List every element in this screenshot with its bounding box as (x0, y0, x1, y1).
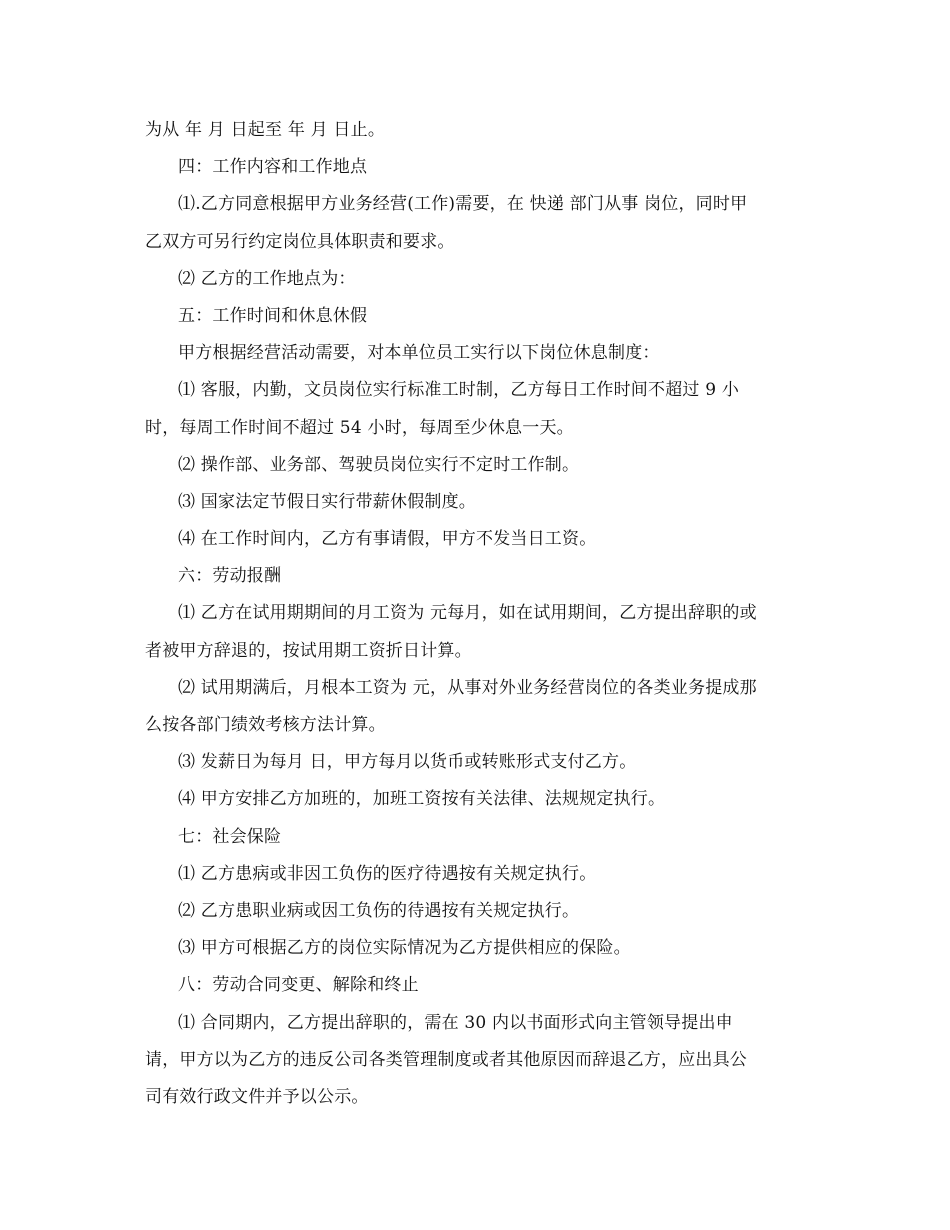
text-line: ⑴ 合同期内，乙方提出辞职的，需在 30 内以书面形式向主管领导提出申 (178, 1012, 733, 1033)
text-line: ⑵ 操作部、业务部、驾驶员岗位实行不定时工作制。 (178, 454, 580, 475)
text-line: ⑶ 发薪日为每月 日，甲方每月以货币或转账形式支付乙方。 (178, 752, 637, 773)
text-line: ⑴ 客服，内勤，文员岗位实行标准工时制，乙方每日工作时间不超过 9 小 (178, 380, 740, 401)
text-line: ⑶ 甲方可根据乙方的岗位实际情况为乙方提供相应的保险。 (178, 938, 631, 959)
text-line: 七：社会保险 (178, 826, 282, 847)
text-line: ⑵ 试用期满后，月根本工资为 元，从事对外业务经营岗位的各类业务提成那 (178, 677, 757, 698)
text-line: 六：劳动报酬 (178, 566, 282, 587)
text-line: ⑵ 乙方患职业病或因工负伤的待遇按有关规定执行。 (178, 900, 580, 921)
text-line: 甲方根据经营活动需要，对本单位员工实行以下岗位休息制度： (178, 343, 660, 364)
text-line: 乙双方可另行约定岗位具体职责和要求。 (145, 231, 455, 252)
text-line: ⑵ 乙方的工作地点为： (178, 268, 356, 289)
text-line: 为从 年 月 日起至 年 月 日止。 (145, 120, 386, 140)
text-line: 者被甲方辞退的，按试用期工资折日计算。 (145, 640, 472, 661)
text-line: ⑷ 甲方安排乙方加班的，加班工资按有关法律、法规规定执行。 (178, 789, 666, 810)
text-line: 么按各部门绩效考核方法计算。 (145, 715, 386, 735)
text-line: ⑴ 乙方患病或非因工负伤的医疗待遇按有关规定执行。 (178, 863, 597, 884)
text-line: ⑶ 国家法定节假日实行带薪休假制度。 (178, 491, 477, 512)
text-line: 四：工作内容和工作地点 (178, 157, 368, 178)
text-line: ⑴.乙方同意根据甲方业务经营(工作)需要，在 快递 部门从事 岗位，同时甲 (178, 194, 748, 215)
text-line: 时，每周工作时间不超过 54 小时，每周至少休息一天。 (145, 417, 574, 438)
text-line: ⑷ 在工作时间内，乙方有事请假，甲方不发当日工资。 (178, 529, 597, 550)
text-line: 八：劳动合同变更、解除和终止 (178, 975, 419, 996)
text-line: 五：工作时间和休息休假 (178, 305, 368, 326)
text-line: ⑴ 乙方在试用期期间的月工资为 元每月，如在试用期间，乙方提出辞职的或 (178, 603, 757, 624)
document-body (145, 112, 810, 1116)
text-line: 司有效行政文件并予以公示。 (145, 1086, 369, 1107)
text-line: 请，甲方以为乙方的违反公司各类管理制度或者其他原因而辞退乙方，应出具公 (145, 1049, 747, 1070)
